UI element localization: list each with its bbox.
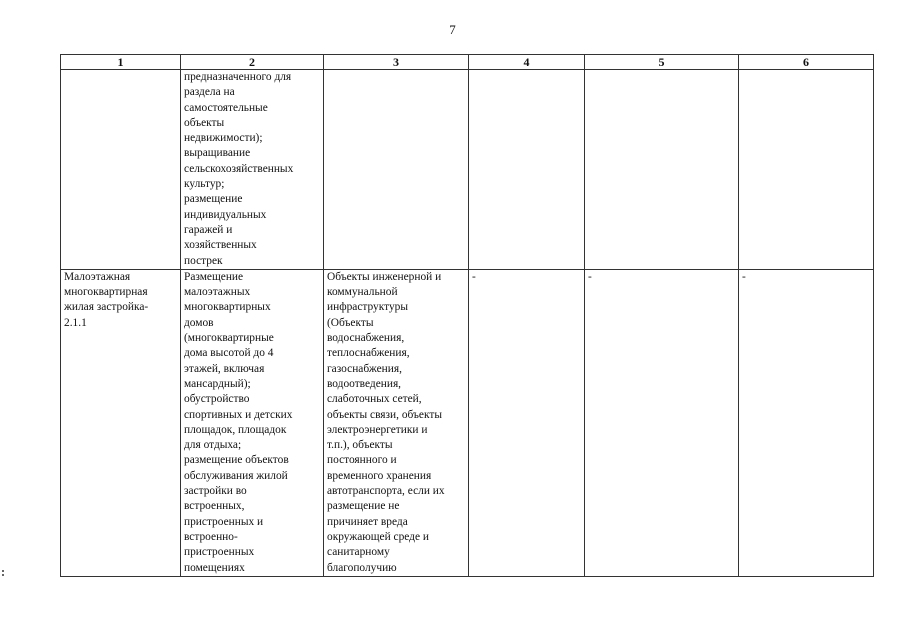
table-header-row (61, 55, 874, 70)
table-cell (181, 269, 324, 576)
regulations-table (60, 54, 874, 577)
table-cell (181, 70, 324, 270)
table-row (61, 70, 874, 270)
table-cell (324, 269, 469, 576)
column-header-4: 4 (469, 55, 585, 70)
cell-text: - (742, 270, 746, 283)
cell-text: Объекты инженерной и коммунальной инфраструктуры (Объекты водоснабжения, теплоснабжения, газоснабжения, водоотведения, слаботочных сетей, объекты связи, объекты электроэнергетики и т.п.), объекты постоянного и временного хранения автотранспорта, если их размещение не причиняет вреда окружающей среде и санитарному благополучию (327, 270, 445, 574)
table-cell (61, 70, 181, 270)
scan-mark (2, 570, 4, 572)
table-cell (585, 269, 739, 576)
table-cell (469, 70, 585, 270)
table-cell (324, 70, 469, 270)
cell-text: - (588, 270, 592, 283)
column-header-2: 2 (181, 55, 324, 70)
cell-text: Размещение малоэтажных многоквартирных домов (многоквартирные дома высотой до 4 этажей, включая мансардный); обустройство спортивных и детских площадок, площадок для отдыха; размещение объектов обслуживания жилой застройки во встроенных, пристроенных и встроенно- пристроенных помещениях (184, 270, 293, 574)
column-header-5: 5 (585, 55, 739, 70)
cell-text: предназначенного для раздела на самостоятельные объекты недвижимости); выращивание сельскохозяйственных культур; размещение индивидуальных гаражей и хозяйственных пострек (184, 71, 294, 267)
table-cell (469, 269, 585, 576)
table-cell (739, 70, 874, 270)
table-row (61, 269, 874, 576)
cell-text: - (472, 270, 476, 283)
table-cell (585, 70, 739, 270)
column-header-3: 3 (324, 55, 469, 70)
scan-mark (2, 574, 4, 576)
column-header-1: 1 (61, 55, 181, 70)
column-header-6: 6 (739, 55, 874, 70)
page-number: 7 (449, 22, 456, 37)
table-cell (739, 269, 874, 576)
cell-text: Малоэтажная многоквартирная жилая застройка- 2.1.1 (64, 270, 149, 329)
table-cell (61, 269, 181, 576)
